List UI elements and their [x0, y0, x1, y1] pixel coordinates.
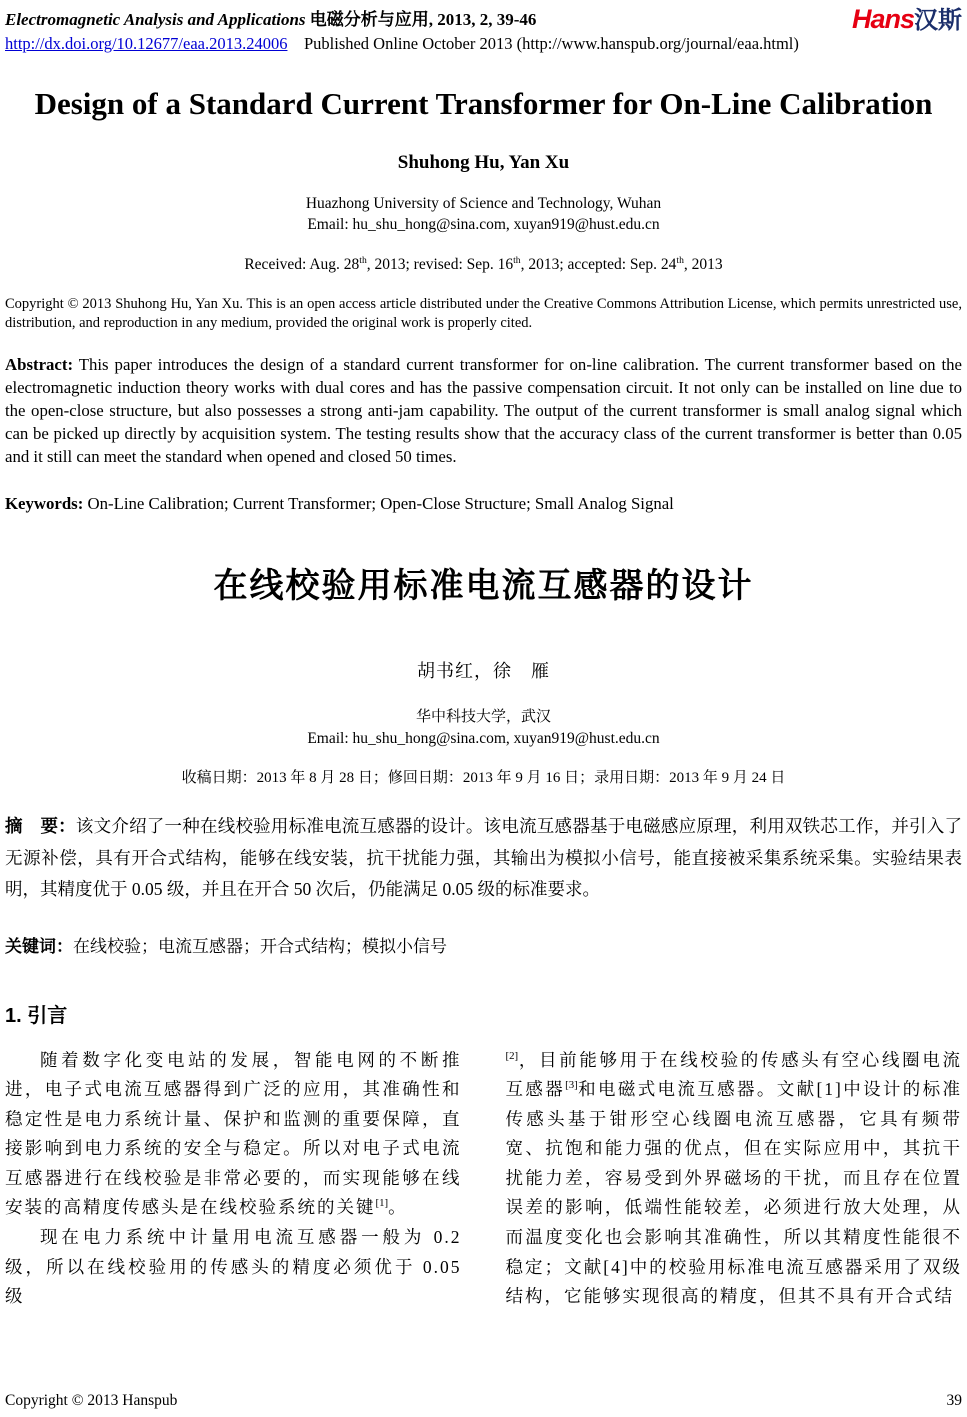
journal-header-block: [5, 6, 799, 54]
intro-paragraph-1-text: 随着数字化变电站的发展，智能电网的不断推进，电子式电流互感器得到广泛的应用，其准确性和稳定性是电力系统计量、保护和监测的重要保障，直接影响到电力系统的安全与稳定。所以对电子式电流互感器进行在线校验是非常必要的，而实现能够在线安装的高精度传感头是在线校验系统的关键: [5, 1049, 462, 1218]
affiliation-chinese: 华中科技大学，武汉: [415, 709, 551, 726]
intro-paragraph-2: 现在电力系统中计量用电流互感器一般为 0.2 级，所以在线校验用的传感头的精度必须优于 0.05 级: [5, 1227, 462, 1307]
email-line-chinese: Email: hu_shu_hong@sina.com, xuyan919@hust.edu.cn: [307, 730, 660, 748]
hans-logo-text: Hans: [851, 4, 914, 34]
copyright-license-notice: Copyright © 2013 Shuhong Hu, Yan Xu. This is an open access article distributed under the Creative Commons Attribution License, which permits unrestricted use, distribution, and reproduction in any medium, provided the original work is properly cited.: [5, 295, 962, 331]
citation-1-superscript: [1]: [375, 1197, 389, 1210]
abstract-label: Abstract:: [5, 355, 74, 375]
left-column: [5, 1046, 462, 1312]
hanspub-logo: [852, 6, 962, 33]
email-line-english: Email: hu_shu_hong@sina.com, xuyan919@hust.edu.cn: [307, 215, 660, 233]
footer-copyright: Copyright © 2013 Hanspub: [5, 1392, 178, 1409]
abstract-text: This paper introduces the design of a standard current transformer for on-line calibration. The current transformer based on the electromagnetic induction theory works with dual cores and has the passive compensation circuit. It not only can be installed on line due to the open-close structure, but also possesses a strong anti-jam capability. The output of the current transformer is small analog signal which can be picked up directly by acquisition system. The testing results show that the accuracy class of the current transformer is better than 0.05 and it still can meet the standard when opened and closed 50 times.: [5, 355, 962, 467]
abstract-label-chinese: 摘 要：: [5, 816, 76, 837]
intro-paragraph-2-continued: [506, 1046, 963, 1312]
ordinal-superscript: th: [676, 254, 684, 266]
journal-title-line: [5, 6, 799, 31]
received-year-text: , 2013: [683, 255, 723, 273]
intro-right-text-1: ，目前能够用于在线校验的传感头有空心线圈电流互感器: [505, 1049, 962, 1100]
keywords-text-chinese: 在线校验；电流互感器；开合式结构；模拟小信号: [73, 936, 447, 956]
submission-dates-chinese: 收稿日期：2013 年 8 月 28 日；修回日期：2013 年 9 月 16 日；录用日期：2013 年 9 月 24 日: [181, 770, 786, 787]
paper-title-english: Design of a Standard Current Transformer for On-Line Calibration: [34, 86, 933, 122]
paper-title-chinese: 在线校验用标准电流互感器的设计: [213, 567, 754, 606]
authors-chinese: 胡书红，徐 雁: [417, 661, 550, 682]
keywords-label: Keywords:: [5, 494, 84, 514]
journal-name-en: Electromagnetic Analysis and Applications: [5, 10, 306, 29]
right-column: [506, 1046, 963, 1312]
authors-english: Shuhong Hu, Yan Xu: [397, 151, 570, 173]
doi-line: [5, 34, 799, 54]
intro-paragraph-1: [5, 1046, 462, 1223]
ordinal-superscript: th: [513, 254, 521, 266]
page-footer: [5, 1392, 962, 1410]
keywords-text: On-Line Calibration; Current Transformer; Open-Close Structure; Small Analog Signal: [87, 494, 674, 514]
affiliation-english: Huazhong University of Science and Technology, Wuhan: [305, 194, 662, 212]
revised-text: , 2013; revised: Sep. 16: [366, 255, 514, 273]
page-number: 39: [946, 1392, 962, 1409]
hans-logo-chinese: 汉斯: [914, 7, 962, 34]
keywords-chinese: [5, 932, 962, 957]
section-1-heading: 1. 引言: [5, 1004, 68, 1027]
received-dates-line: [5, 256, 962, 274]
keywords-label-chinese: 关键词：: [5, 936, 73, 956]
journal-info-zh: 电磁分析与应用, 2013, 2, 39-46: [309, 10, 537, 29]
intro-right-text-2: 和电磁式电流互感器。文献[1]中设计的标准传感头基于钳形空心线圈电流互感器，它具有频带宽、抗饱和能力强的优点，但在实际应用中，其抗干扰能力差，容易受到外界磁场的干扰，而且存在位置误差的影响，低端性能较差，必须进行放大处理，从而温度变化也会影响其准确性，所以其精度性能很不稳定；文献[4]中的校验用标准电流互感器采用了双级结构，它能够实现很高的精度，但其不具有开合式结: [505, 1079, 963, 1307]
intro-paragraph-1-period: 。: [388, 1197, 408, 1218]
abstract-chinese: [5, 811, 962, 906]
keywords-english: [5, 494, 962, 514]
two-column-body: [5, 1046, 962, 1312]
affiliation-block-english: [5, 194, 962, 236]
published-info: Published Online October 2013 (http://www.hanspub.org/journal/eaa.html): [303, 34, 799, 54]
ordinal-superscript: th: [359, 254, 367, 266]
abstract-text-chinese: 该文介绍了一种在线校验用标准电流互感器的设计。该电流互感器基于电磁感应原理，利用双铁芯工作，并引入了无源补偿，具有开合式结构，能够在线安装，抗干扰能力强，其输出为模拟小信号，能直接被采集系统采集。实验结果表明，其精度优于 0.05 级，并且在开合 50 次后，仍能满足 0.05 级的标准要求。: [5, 816, 962, 900]
page-header: [5, 6, 962, 54]
citation-2-superscript: [2]: [505, 1049, 519, 1062]
citation-3-superscript: [3]: [565, 1079, 578, 1092]
abstract-english: [5, 353, 962, 468]
received-text: Received: Aug. 28: [244, 255, 360, 273]
accepted-text: , 2013; accepted: Sep. 24: [520, 255, 677, 273]
doi-link[interactable]: http://dx.doi.org/10.12677/eaa.2013.24006: [5, 34, 288, 54]
